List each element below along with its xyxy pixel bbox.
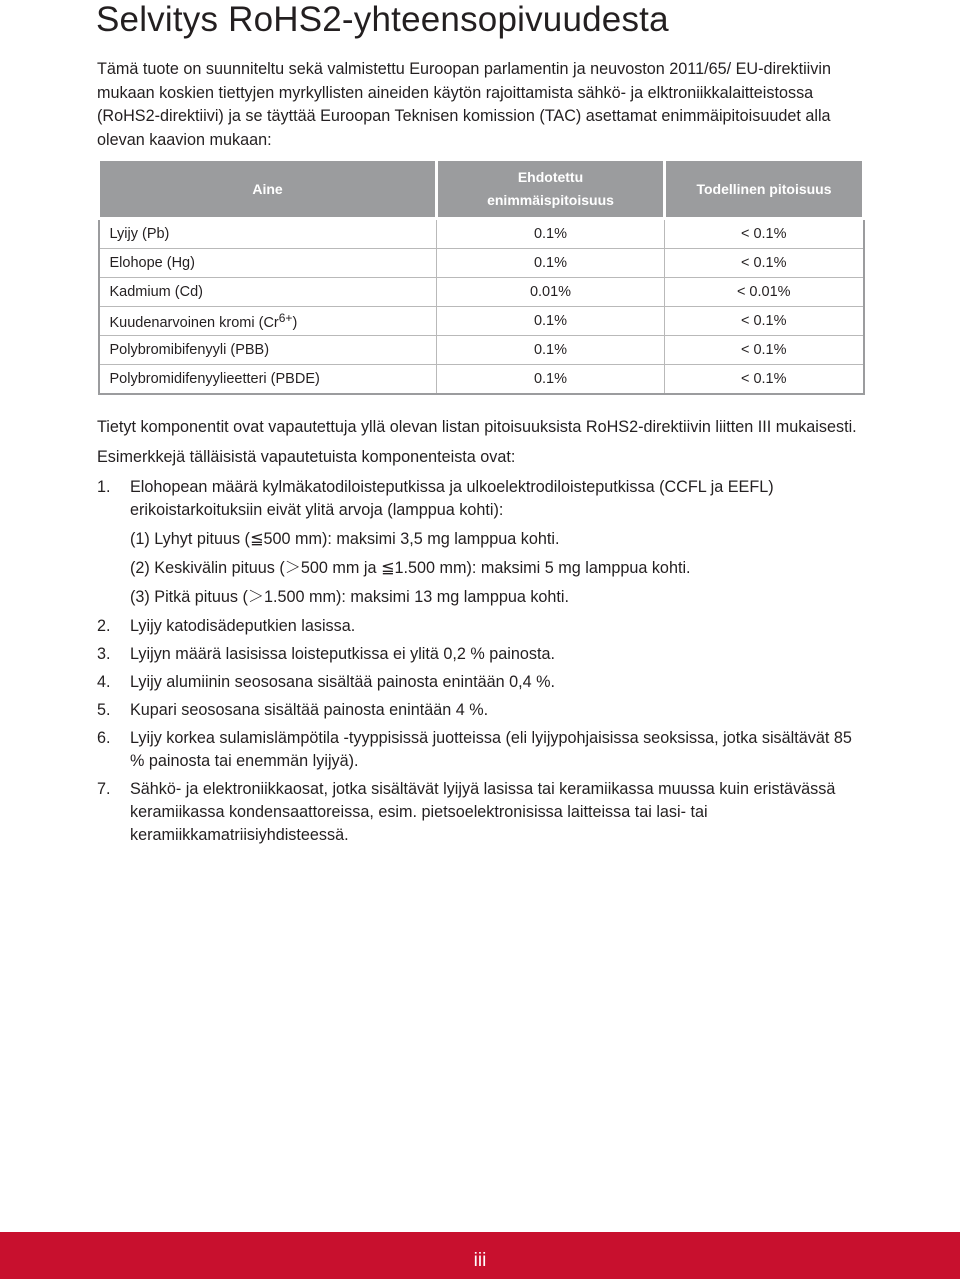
page-title: Selvitys RoHS2-yhteensopivuudesta [96,0,669,39]
item-text: Kupari seososana sisältää painosta enintään 4 %. [130,701,489,719]
item-number: 1. [97,478,111,496]
intro-paragraph: Tämä tuote on suunniteltu sekä valmistettu Euroopan parlamentin ja neuvoston 2011/65/ EU-direktiivin mukaan koskien tiettyjen myrkyllisten aineiden käytön rajoittamista sähkö- ja elktroniikkalaitteistossa (RoHS2-direktiivi) ja se täyttää Euroopan Teknisen komission (TAC) asettamat enimmäipitoisuudet alla olevan kaavion mukaan: [97,60,831,149]
proposed-cell: 0.1% [437,219,665,249]
item-number: 3. [97,645,111,663]
header-proposed-line1: Ehdotettu [517,169,584,185]
rohs-substance-table [97,158,865,395]
proposed-cell: 0.01% [437,278,665,307]
examples-heading: Esimerkkejä tälläisistä vapautetuista komponenteista ovat: [97,448,516,466]
list-item [97,778,867,847]
substance-name-tail: ) [292,315,298,331]
list-item [97,643,867,666]
list-item [97,615,867,638]
item-number: 7. [97,780,111,798]
exemption-note: Tietyt komponentit ovat vapautettuja yllä olevan listan pitoisuuksista RoHS2-direktiivin liitten III mukaisesti. [97,418,857,436]
header-proposed-line2: enimmäispitoisuus [487,192,614,208]
exemption-list [97,476,867,847]
item-text: Elohopean määrä kylmäkatodiloisteputkissa ja ulkoelektrodiloisteputkissa (CCFL ja EEFL) erikoistarkoituksiin eivät ylitä arvoja (lamppua kohti): [130,478,774,519]
header-substance: Aine [99,160,437,219]
item-text: Lyijyn määrä lasisissa loisteputkissa ei ylitä 0,2 % painosta. [130,645,555,663]
proposed-cell: 0.1% [437,336,665,365]
item-text: Lyijy alumiinin seososana sisältää painosta enintään 0,4 %. [130,673,556,691]
actual-cell: < 0.1% [665,219,864,249]
oxidation-state: 6+ [278,311,293,325]
item-text: Sähkö- ja elektroniikkaosat, jotka sisältävät lyijyä lasissa tai keramiikassa muussa kuin eristävässä keramiikassa kondensaattoreissa, esim. pietsoelektronisissa laitteissa tai lasi- tai keramiikkamatriisiyhdisteessä. [130,780,836,844]
table-header-row [99,160,864,219]
item-number: 4. [97,673,111,691]
substance-cell: Elohope (Hg) [99,249,437,278]
exemptions-section [97,416,867,852]
item-number: 2. [97,617,111,635]
actual-cell: < 0.1% [665,249,864,278]
actual-cell: < 0.01% [665,278,864,307]
header-actual: Todellinen pitoisuus [665,160,864,219]
actual-cell: < 0.1% [665,365,864,395]
list-item [97,727,867,773]
actual-cell: < 0.1% [665,336,864,365]
substance-cell: Polybromidifenyylieetteri (PBDE) [99,365,437,395]
table-row [99,336,864,365]
substance-cell [99,307,437,336]
substance-cell: Kadmium (Cd) [99,278,437,307]
table-row [99,278,864,307]
table-row [99,219,864,249]
item-number: 5. [97,701,111,719]
page-number: iii [473,1250,487,1271]
list-item [97,476,867,609]
proposed-cell: 0.1% [437,249,665,278]
sub-list-item: (1) Lyhyt pituus (≦500 mm): maksimi 3,5 mg lamppua kohti. [130,530,560,548]
table-row [99,249,864,278]
proposed-cell: 0.1% [437,307,665,336]
table-row [99,365,864,395]
substance-name: Kuudenarvoinen kromi (Cr [109,315,279,331]
sub-list [130,528,867,609]
actual-cell: < 0.1% [665,307,864,336]
proposed-cell: 0.1% [437,365,665,395]
item-text: Lyijy katodisädeputkien lasissa. [130,617,356,635]
sub-list-item: (2) Keskivälin pituus (＞500 mm ja ≦1.500 mm): maksimi 5 mg lamppua kohti. [130,559,691,577]
item-text: Lyijy korkea sulamislämpötila -tyyppisissä juotteissa (eli lyijypohjaisissa seoksissa, jotka sisältävät 85 % painosta tai enemmän lyijyä). [130,729,852,770]
header-proposed-max [437,160,665,219]
substance-cell: Polybromibifenyyli (PBB) [99,336,437,365]
sub-list-item: (3) Pitkä pituus (＞1.500 mm): maksimi 13 mg lamppua kohti. [130,588,570,606]
table-row [99,307,864,336]
list-item [97,699,867,722]
item-number: 6. [97,729,111,747]
list-item [97,671,867,694]
substance-cell: Lyijy (Pb) [99,219,437,249]
